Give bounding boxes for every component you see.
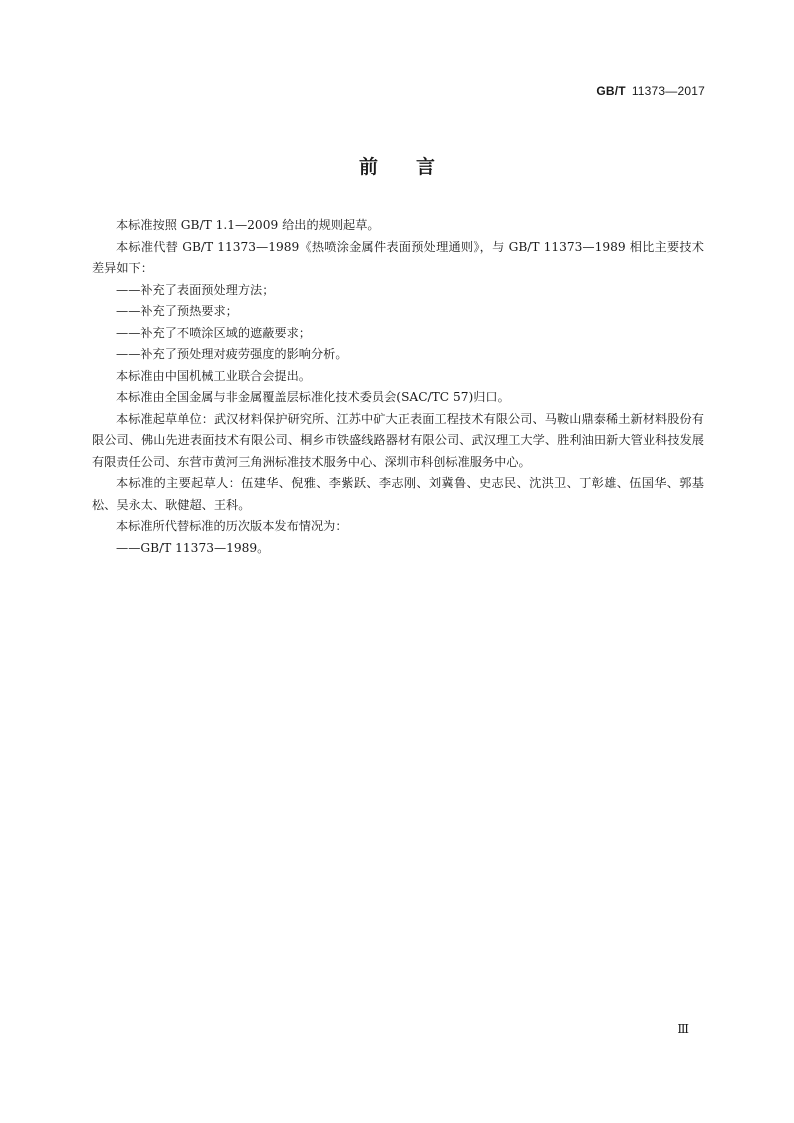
previous-edition-item: ——GB/T 11373—1989。 xyxy=(116,540,270,555)
change-item-methods: ——补充了表面预处理方法； xyxy=(116,282,275,297)
change-item-fatigue: ——补充了预处理对疲劳强度的影响分析。 xyxy=(116,347,348,361)
paragraph-proposed-by: 本标准由中国机械工业联合会提出。 xyxy=(116,368,311,383)
paragraph-under-jurisdiction: 本标准由全国金属与非金属覆盖层标准化技术委员会(SAC/TC 57)归口。 xyxy=(116,390,510,404)
standard-number: 11373—2017 xyxy=(631,84,705,98)
paragraph-drafters: 本标准的主要起草人：伍建华、倪雅、李紫跃、李志刚、刘冀鲁、史志民、沈洪卫、丁彰雄、伍国华、郭基松、吴永太、耿健超、王科。 xyxy=(92,476,704,512)
paragraph-drafting-organizations: 本标准起草单位：武汉材料保护研究所、江苏中矿大正表面工程技术有限公司、马鞍山鼎泰稀土新材料股份有限公司、佛山先进表面技术有限公司、桐乡市铁盛线路器材有限公司、武汉理工大学、胜利油田新大管业科技发展有限责任公司、东营市黄河三角洲标准技术服务中心、深圳市科创标准服务中心。 xyxy=(92,411,704,469)
standard-prefix: GB/T xyxy=(596,84,626,98)
standard-number-header xyxy=(596,84,705,98)
paragraph-replacement: 本标准代替 GB/T 11373—1989《热喷涂金属件表面预处理通则》，与 GB/T 11373—1989 相比主要技术差异如下： xyxy=(92,239,704,275)
page-title: 前言 xyxy=(358,156,473,178)
preface-body xyxy=(92,215,704,559)
paragraph-drafting-rules: 本标准按照 GB/T 1.1—2009 给出的规则起草。 xyxy=(116,218,380,232)
change-item-preheat: ——补充了预热要求； xyxy=(116,304,238,318)
change-item-masking: ——补充了不喷涂区域的遮蔽要求； xyxy=(116,325,311,340)
paragraph-previous-editions: 本标准所代替标准的历次版本发布情况为： xyxy=(116,519,348,533)
page-number: Ⅲ xyxy=(677,1022,689,1036)
